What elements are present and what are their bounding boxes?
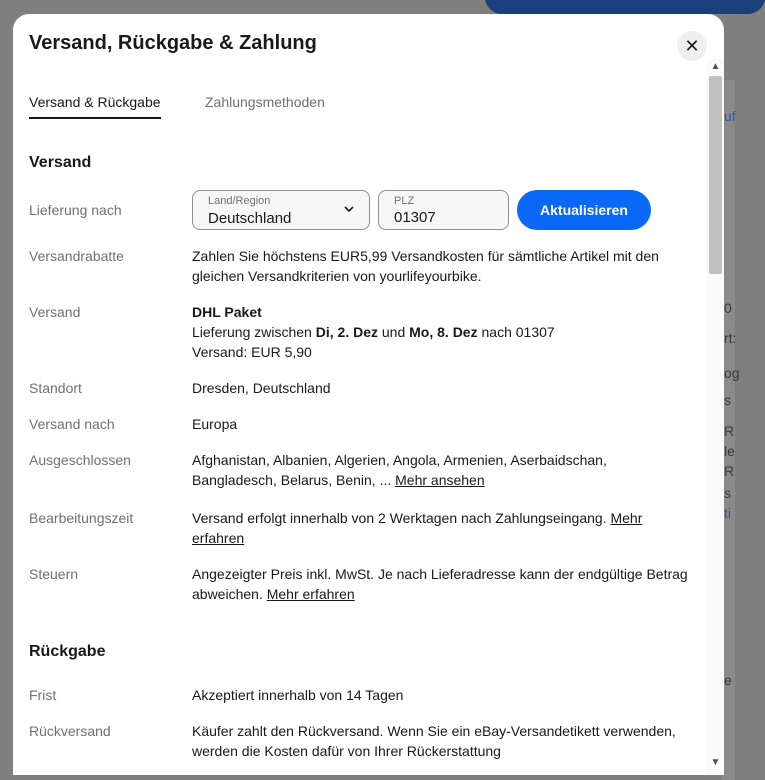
return-period-label: Frist: [29, 687, 57, 703]
dialog-title: Versand, Rückgabe & Zahlung: [29, 32, 317, 54]
close-button[interactable]: [677, 31, 707, 61]
close-icon: ✕: [684, 36, 700, 56]
chevron-down-icon: [343, 203, 355, 215]
scroll-down-arrow-icon[interactable]: ▼: [710, 757, 721, 768]
handling-time-value: Versand erfolgt innerhalb von 2 Werktagen nach Zahlungseingang. Mehr erfahren: [192, 510, 643, 546]
shipping-service-details: [192, 302, 692, 362]
scroll-thumb[interactable]: [709, 76, 722, 274]
ships-to-label: Versand nach: [29, 416, 115, 432]
excluded-value: Afghanistan, Albanien, Algerien, Angola, Armenien, Aserbaidschan, Bangladesch, Belarus, Benin, ... Mehr ansehen: [192, 452, 607, 488]
excluded-label: Ausgeschlossen: [29, 452, 131, 468]
background-text: e: [724, 672, 732, 688]
shipping-heading: Versand: [29, 154, 92, 171]
carrier-name: DHL Paket: [192, 304, 262, 320]
taxes-label: Steuern: [29, 566, 79, 582]
background-text: uf: [724, 108, 736, 124]
update-button[interactable]: Aktualisieren: [517, 190, 651, 230]
background-text: og: [724, 365, 740, 381]
country-region-select[interactable]: [192, 190, 370, 230]
delivery-label: Lieferung nach: [29, 202, 122, 218]
handling-time-label: Bearbeitungszeit: [29, 510, 134, 526]
taxes-learn-more-link[interactable]: Mehr erfahren: [266, 586, 355, 602]
background-text: s: [724, 392, 731, 408]
ships-to-value: Europa: [192, 416, 238, 432]
handling-learn-more-link[interactable]: Mehr erfahren: [192, 510, 643, 546]
returns-heading: Rückgabe: [29, 643, 106, 660]
return-period-value: Akzeptiert innerhalb von 14 Tagen: [192, 687, 404, 703]
shipping-service-label: Versand: [29, 304, 81, 320]
scrollbar[interactable]: [707, 59, 724, 775]
scroll-up-arrow-icon[interactable]: ▲: [710, 61, 721, 72]
return-shipping-value: Käufer zahlt den Rückversand. Wenn Sie ein eBay-Versandetikett verwenden, werden die Kosten dafür von Ihrer Rückerstattung: [192, 723, 676, 759]
background-text: s: [724, 485, 731, 501]
background-text: 0: [724, 300, 732, 316]
delivery-estimate: Lieferung zwischen Di, 2. Dez und Mo, 8. Dez nach 01307: [192, 324, 555, 340]
taxes-value: Angezeigter Preis inkl. MwSt. Je nach Lieferadresse kann der endgültige Betrag abweichen. Mehr erfahren: [192, 566, 688, 602]
background-header-button: [485, 0, 765, 14]
shipping-discount-text: Zahlen Sie höchstens EUR5,99 Versandkosten für sämtliche Artikel mit den gleichen Versandkriterien von yourlifeyourbike.: [192, 248, 659, 284]
location-value: Dresden, Deutschland: [192, 380, 331, 396]
shipping-discount-label: Versandrabatte: [29, 248, 124, 264]
location-label: Standort: [29, 380, 82, 396]
postcode-field[interactable]: [378, 190, 509, 230]
background-text: R: [724, 423, 735, 439]
postcode-caption: PLZ: [394, 195, 415, 207]
tab-payment-methods[interactable]: Zahlungsmethoden: [205, 94, 325, 110]
country-region-caption: Land/Region: [208, 195, 271, 207]
background-text: rt:: [724, 330, 737, 346]
tab-shipping-returns[interactable]: Versand & Rückgabe: [29, 94, 161, 110]
background-text: R: [724, 463, 735, 479]
background-text: le: [724, 443, 735, 459]
country-region-value: Deutschland: [208, 210, 292, 227]
background-text: ti: [724, 505, 731, 521]
return-shipping-label: Rückversand: [29, 723, 111, 739]
shipping-returns-payment-dialog: [13, 14, 724, 775]
postcode-input[interactable]: [394, 209, 494, 226]
show-more-link[interactable]: Mehr ansehen: [395, 472, 485, 488]
shipping-cost: Versand: EUR 5,90: [192, 344, 312, 360]
